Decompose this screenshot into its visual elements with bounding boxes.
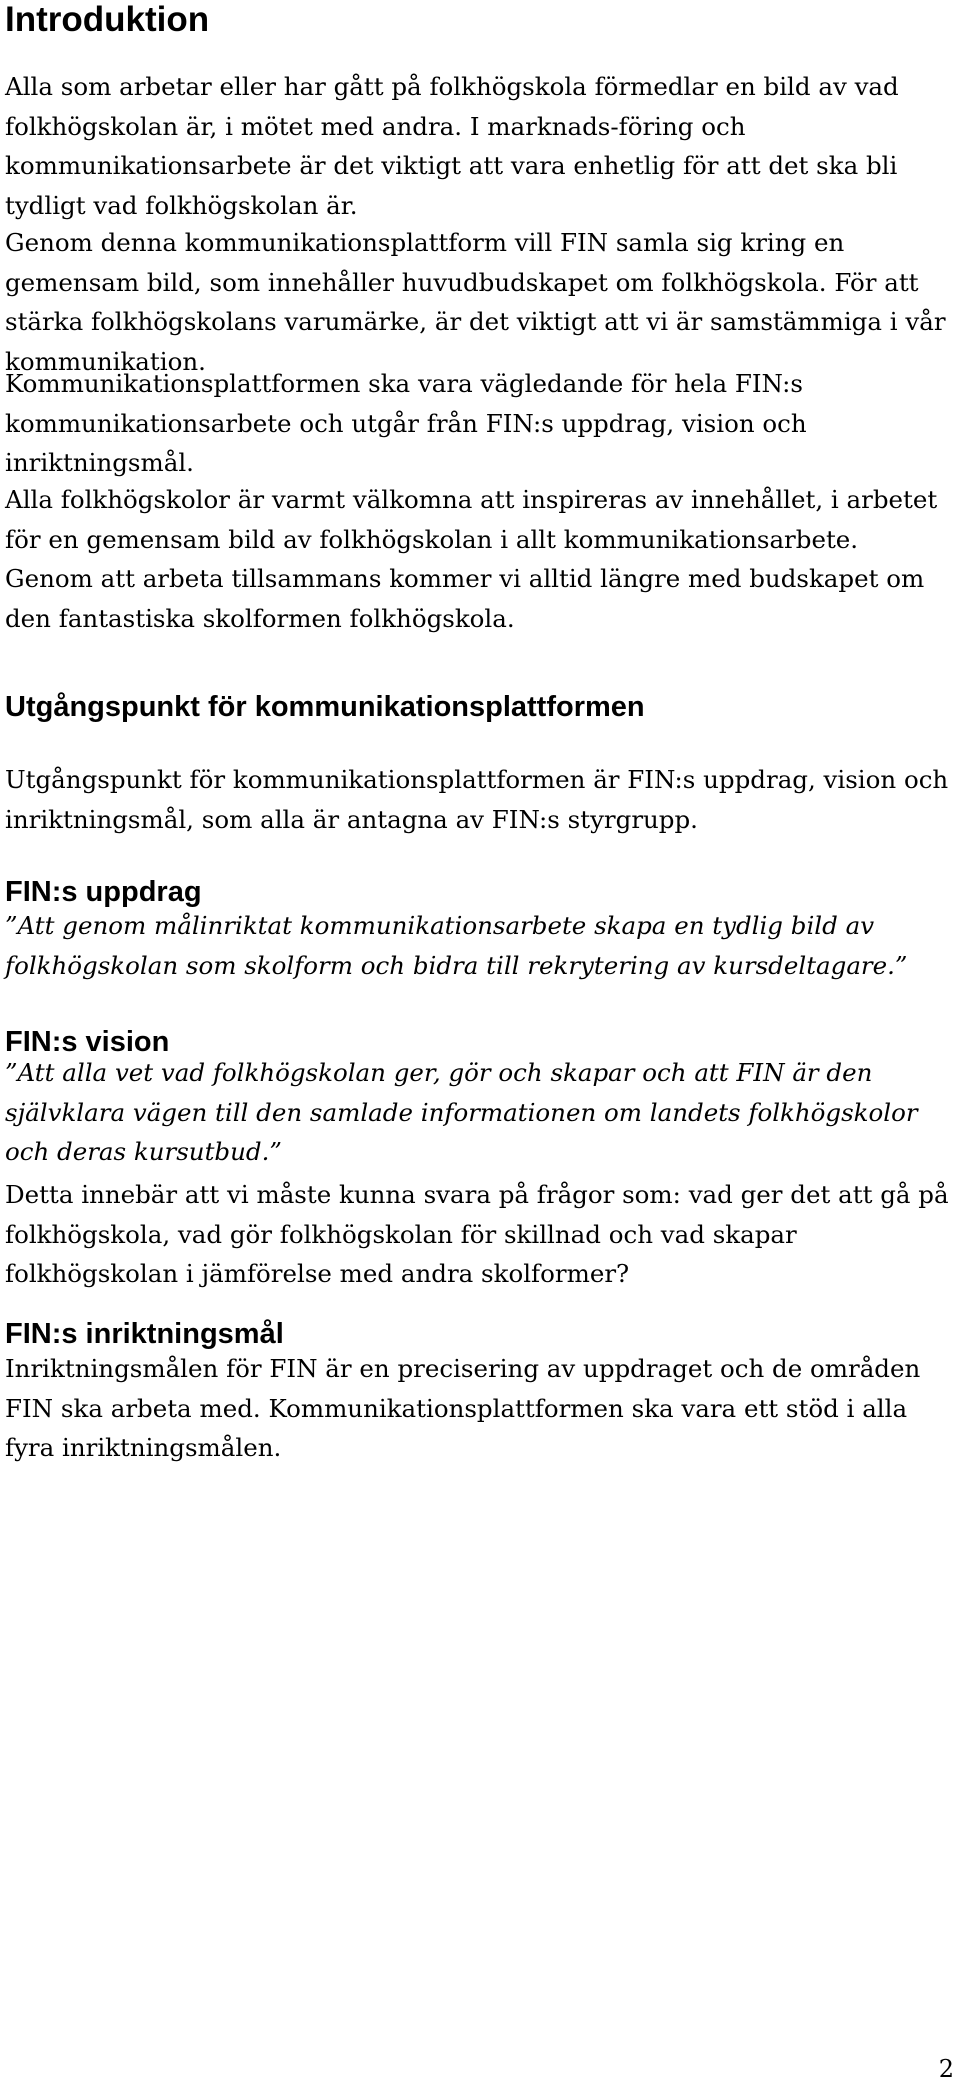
mission-quote: ”Att genom målinriktat kommunikationsarbete skapa en tydlig bild av folkhögskolan som skolform och bidra till rekrytering av kursdeltagare.” — [5, 911, 908, 980]
goals-paragraph: Inriktningsmålen för FIN är en precisering av uppdraget och de områden FIN ska arbeta med. Kommunikationsplattformen ska vara ett stöd i alla fyra inriktningsmålen. — [5, 1354, 921, 1462]
goals-heading: FIN:s inriktningsmål — [5, 1318, 284, 1350]
intro-heading: Introduktion — [5, 0, 210, 39]
intro-paragraph-3: Kommunikationsplattformen ska vara vägledande för hela FIN:s kommunikationsarbete och utgår från FIN:s uppdrag, vision och inriktningsmål. — [5, 369, 807, 477]
basis-paragraph: Utgångspunkt för kommunikationsplattformen är FIN:s uppdrag, vision och inriktningsmål, som alla är antagna av FIN:s styrgrupp. — [5, 765, 949, 834]
vision-paragraph: Detta innebär att vi måste kunna svara på frågor som: vad ger det att gå på folkhögskola, vad gör folkhögskolan för skillnad och vad skapar folkhögskolan i jämförelse med andra skolformer? — [5, 1180, 949, 1288]
vision-quote: ”Att alla vet vad folkhögskolan ger, gör och skapar och att FIN är den självklara vägen till den samlade informationen om landets folkhögskolor och deras kursutbud.” — [5, 1058, 918, 1166]
mission-heading: FIN:s uppdrag — [5, 876, 202, 908]
page-number: 2 — [938, 2055, 954, 2083]
vision-heading: FIN:s vision — [5, 1026, 170, 1058]
intro-paragraph-4: Alla folkhögskolor är varmt välkomna att inspireras av innehållet, i arbetet för en gemensam bild av folkhögskolan i allt kommunikationsarbete. Genom att arbeta tillsammans kommer vi alltid längre med budskapet om den fantastiska skolformen folkhögskola. — [5, 485, 938, 633]
basis-heading: Utgångspunkt för kommunikationsplattformen — [5, 691, 645, 723]
intro-paragraph-1: Alla som arbetar eller har gått på folkhögskola förmedlar en bild av vad folkhögskolan är, i mötet med andra. I marknads-föring och kommunikationsarbete är det viktigt att vara enhetlig för att det ska bli tydligt vad folkhögskolan är. — [5, 72, 899, 220]
intro-paragraph-2: Genom denna kommunikationsplattform vill FIN samla sig kring en gemensam bild, som innehåller huvudbudskapet om folkhögskola. För att stärka folkhögskolans varumärke, är det viktigt att vi är samstämmiga i vår kommunikation. — [5, 228, 946, 376]
